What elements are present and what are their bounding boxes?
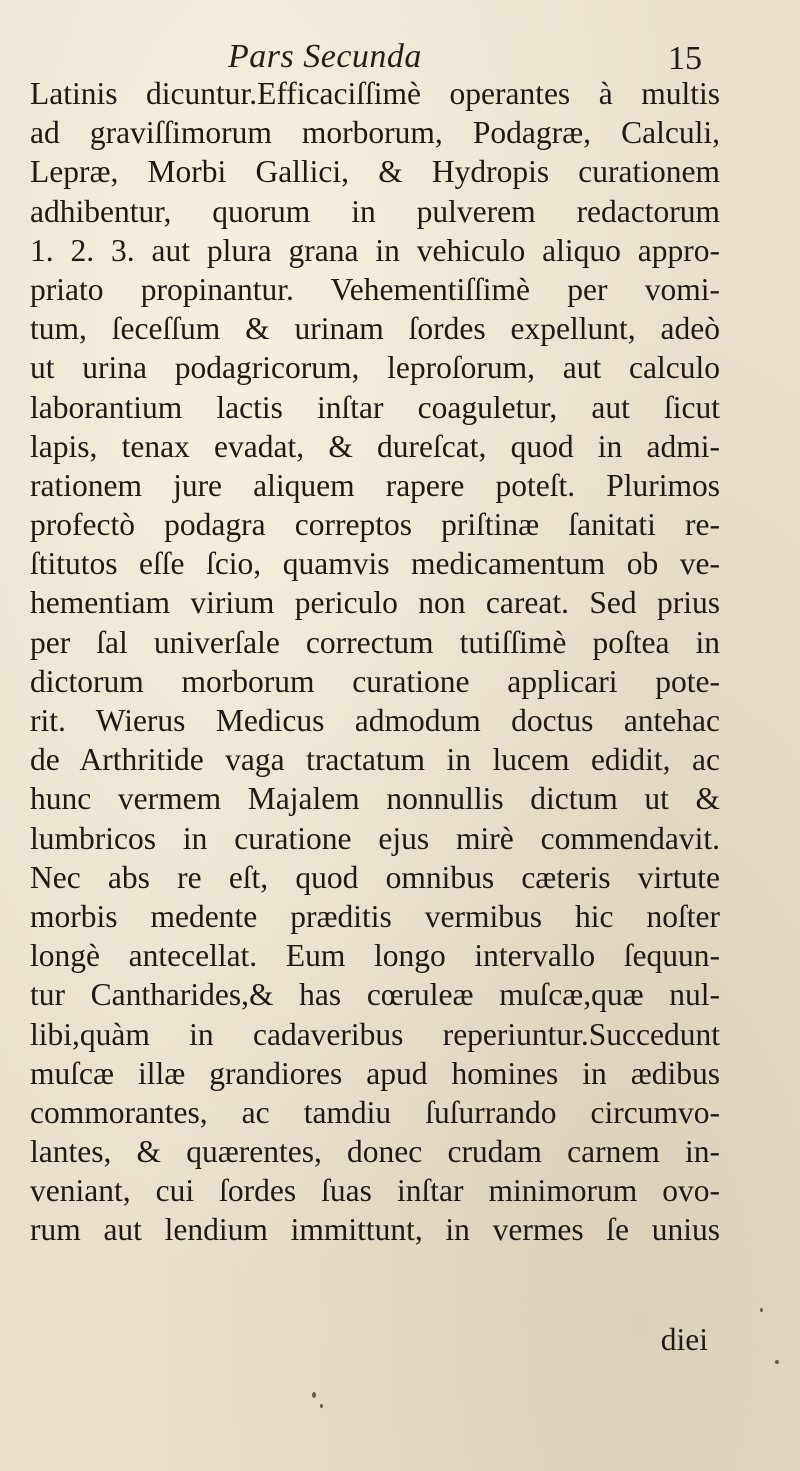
text-line: commorantes, ac tamdiu ſuſurrando circumvo- — [30, 1094, 720, 1130]
ink-speck — [312, 1392, 316, 1398]
text-line: longè antecellat. Eum longo intervallo ſequun- — [30, 938, 720, 974]
text-line: tum, ſeceſſum & urinam ſordes expellunt, adeò — [30, 311, 720, 347]
text-line: adhibentur, quorum in pulverem redactorum — [30, 193, 720, 229]
text-line: lantes, & quærentes, donec crudam carnem in- — [30, 1134, 720, 1170]
text-line: 1. 2. 3. aut plura grana in vehiculo aliquo appro- — [30, 232, 720, 268]
text-line: veniant, cui ſordes ſuas inſtar minimorum ovo- — [30, 1173, 720, 1209]
text-line: hementiam virium periculo non careat. Sed prius — [30, 585, 720, 621]
text-line: per ſal univerſale correctum tutiſſimè poſtea in — [30, 624, 720, 660]
text-line: laborantium lactis inſtar coaguletur, aut ſicut — [30, 389, 720, 425]
text-line: profectò podagra correptos priſtinæ ſanitati re- — [30, 507, 720, 543]
text-line: de Arthritide vaga tractatum in lucem edidit, ac — [30, 742, 720, 778]
text-line: rit. Wierus Medicus admodum doctus antehac — [30, 703, 720, 738]
text-line: rum aut lendium immittunt, in vermes ſe unius — [30, 1212, 720, 1248]
text-line: muſcæ illæ grandiores apud homines in ædibus — [30, 1055, 720, 1091]
body-text — [30, 74, 720, 1250]
text-line: ut urina podagricorum, leproſorum, aut calculo — [30, 350, 720, 386]
text-line: lumbricos in curatione ejus mirè commendavit. — [30, 820, 720, 856]
text-line: ſtitutos eſſe ſcio, quamvis medicamentum ob ve- — [30, 546, 720, 582]
text-line: tur Cantharides,& has cœruleæ muſcæ,quæ nul- — [30, 977, 720, 1013]
catchword: diei — [660, 1322, 708, 1357]
text-line: Lepræ, Morbi Gallici, & Hydropis curationem — [30, 154, 720, 190]
text-line: lapis, tenax evadat, & dureſcat, quod in admi- — [30, 428, 720, 464]
text-line: rationem jure aliquem rapere poteſt. Plurimos — [30, 467, 720, 503]
ink-speck — [320, 1404, 323, 1408]
text-line: ad graviſſimorum morborum, Podagræ, Calculi, — [30, 115, 720, 151]
text-line: dictorum morborum curatione applicari pote- — [30, 663, 720, 699]
ink-speck — [775, 1360, 779, 1364]
text-line: priato propinantur. Vehementiſſimè per vomi- — [30, 271, 720, 307]
ink-speck — [760, 1308, 763, 1312]
text-line: morbis medente præditis vermibus hic noſter — [30, 898, 720, 934]
running-title: Pars Secunda — [228, 38, 422, 75]
text-line: libi,quàm in cadaveribus reperiuntur.Succedunt — [30, 1016, 720, 1052]
page-number: 15 — [668, 40, 702, 77]
text-line: Latinis dicuntur.Efficaciſſimè operantes à multis — [30, 76, 720, 111]
text-line: hunc vermem Majalem nonnullis dictum ut & — [30, 781, 720, 817]
text-line: Nec abs re eſt, quod omnibus cæteris virtute — [30, 859, 720, 895]
